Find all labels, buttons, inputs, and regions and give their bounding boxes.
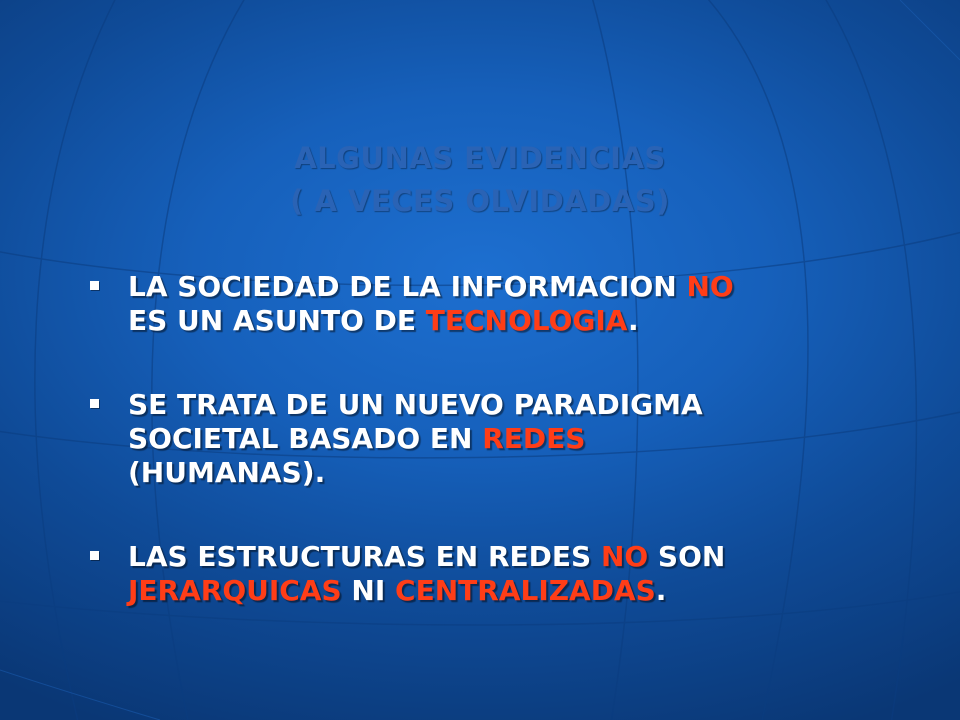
bullet-text <box>128 540 858 608</box>
highlighted-word: TECNOLOGIA <box>425 304 628 337</box>
bullet-text <box>128 388 858 490</box>
bullet-line <box>128 540 858 574</box>
bullet-text <box>128 270 858 338</box>
square-bullet-icon <box>90 551 99 560</box>
bullet-text-segment: . <box>627 304 639 337</box>
bullet-line <box>128 388 858 422</box>
bullet-text-segment: ES UN ASUNTO DE <box>128 304 426 337</box>
highlighted-word: NO <box>600 540 649 573</box>
bullet-line <box>128 574 858 608</box>
bullet-line <box>128 304 858 338</box>
highlighted-word: CENTRALIZADAS <box>395 574 656 607</box>
bullet-text-segment: LAS ESTRUCTURAS EN REDES <box>128 540 601 573</box>
bullet-text-segment: SON <box>648 540 726 573</box>
bullet-text-segment: (HUMANAS). <box>128 456 326 489</box>
slide-title-line-2: ( A VECES OLVIDADAS) <box>290 184 670 218</box>
highlighted-word: NO <box>686 270 734 303</box>
bullet-line <box>128 456 858 490</box>
highlighted-word: REDES <box>482 422 586 455</box>
bullet-text-segment: SE TRATA DE UN NUEVO PARADIGMA <box>128 388 703 421</box>
bullet-line <box>128 270 858 304</box>
square-bullet-icon <box>90 399 99 408</box>
bullet-text-segment: LA SOCIEDAD DE LA INFORMACION <box>128 270 687 303</box>
highlighted-word: JERARQUICAS <box>128 574 342 607</box>
bullet-text-segment: . <box>655 574 667 607</box>
slide-title-line-1: ALGUNAS EVIDENCIAS <box>294 141 666 175</box>
square-bullet-icon <box>90 281 99 290</box>
bullet-text-segment: SOCIETAL BASADO EN <box>128 422 483 455</box>
bullet-line <box>128 422 858 456</box>
bullet-text-segment: NI <box>341 574 396 607</box>
